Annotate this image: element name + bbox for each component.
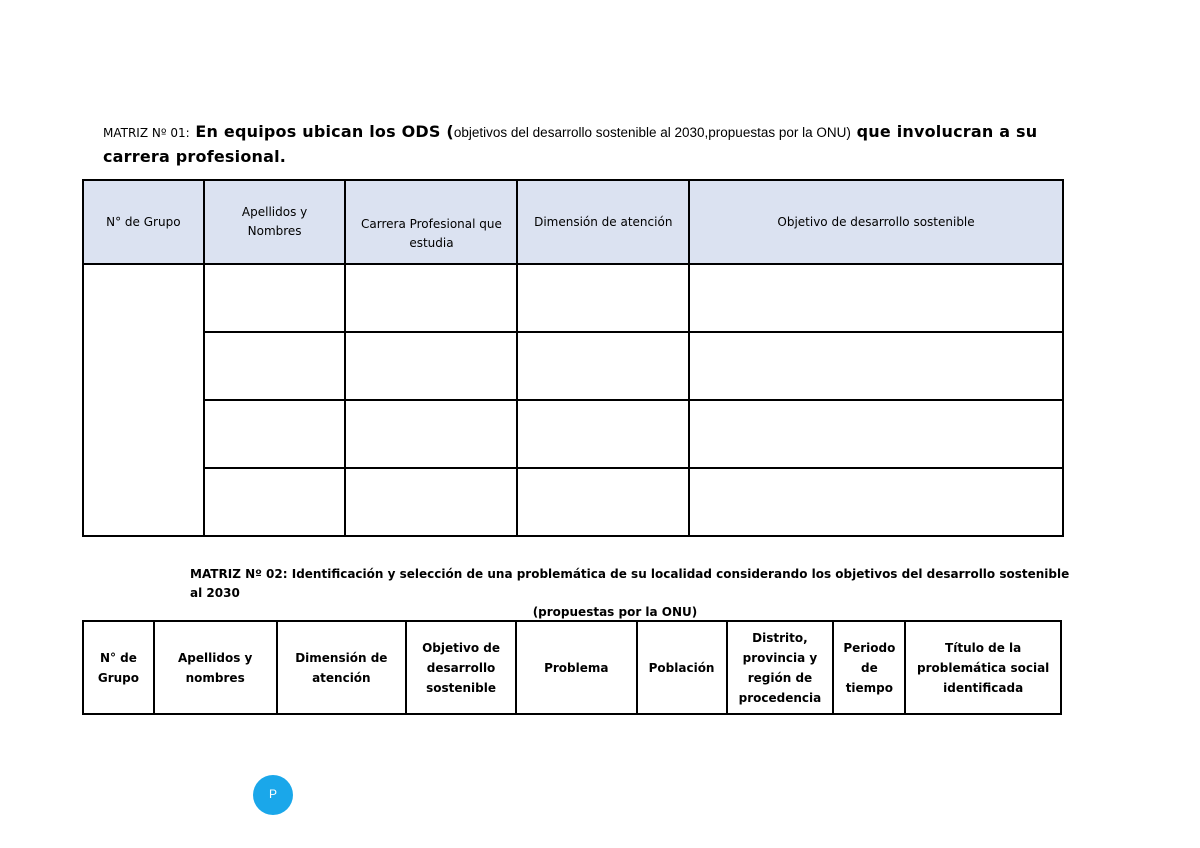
matriz-02-title-line1: MATRIZ Nº 02: Identificación y selección de una problemática de su localidad considerando los objetivos del desarrollo sostenible al 2030 <box>190 567 1070 600</box>
table-cell[interactable] <box>689 468 1063 536</box>
table-cell[interactable] <box>204 332 346 400</box>
matriz-01-label: MATRIZ Nº 01: <box>103 126 190 140</box>
matriz-02-title-line2: (propuestas por la ONU) <box>532 605 698 619</box>
header-dimension: Dimensión de atención <box>277 621 407 714</box>
table-cell[interactable] <box>204 264 346 332</box>
page-badge[interactable]: P <box>253 775 293 815</box>
header-objetivo: Objetivo de desarrollo sostenible <box>406 621 516 714</box>
header-poblacion: Población <box>637 621 727 714</box>
header-objetivo: Objetivo de desarrollo sostenible <box>689 180 1063 264</box>
table-cell[interactable] <box>345 468 517 536</box>
table-cell[interactable] <box>345 264 517 332</box>
table-cell[interactable] <box>517 468 689 536</box>
table-cell[interactable] <box>689 332 1063 400</box>
header-grupo: N° de Grupo <box>83 180 204 264</box>
grupo-cell[interactable] <box>83 264 204 536</box>
table-cell[interactable] <box>689 264 1063 332</box>
header-apellidos: Apellidos y nombres <box>154 621 277 714</box>
header-titulo: Título de la problemática social identificada <box>905 621 1061 714</box>
table-cell[interactable] <box>345 332 517 400</box>
table-row <box>83 468 1063 536</box>
table-cell[interactable] <box>204 400 346 468</box>
matriz-01-header-row <box>83 180 1063 264</box>
table-row <box>83 264 1063 332</box>
header-problema: Problema <box>516 621 637 714</box>
table-cell[interactable] <box>517 264 689 332</box>
matriz-01-title <box>103 120 1103 169</box>
matriz-02-title <box>190 565 1080 622</box>
table-cell[interactable] <box>517 400 689 468</box>
table-cell[interactable] <box>345 400 517 468</box>
table-cell[interactable] <box>689 400 1063 468</box>
header-dimension: Dimensión de atención <box>517 180 689 264</box>
matriz-01-table <box>82 179 1064 537</box>
header-distrito: Distrito, provincia y región de procedencia <box>727 621 834 714</box>
matriz-02-header-row <box>83 621 1061 714</box>
matriz-01-bold-a: En equipos ubican los ODS ( <box>195 122 454 141</box>
table-cell[interactable] <box>204 468 346 536</box>
matriz-02-table <box>82 620 1062 715</box>
matriz-01-normal: objetivos del desarrollo sostenible al 2030,propuestas por la ONU) <box>453 125 851 140</box>
header-apellidos: Apellidos y Nombres <box>204 180 346 264</box>
table-cell[interactable] <box>517 332 689 400</box>
table-row <box>83 400 1063 468</box>
header-grupo: N° de Grupo <box>83 621 154 714</box>
table-row <box>83 332 1063 400</box>
header-carrera: Carrera Profesional que estudia <box>345 180 517 264</box>
header-periodo: Periodo de tiempo <box>833 621 905 714</box>
matriz-01-bold-b: que involucran a su carrera profesional. <box>103 122 1038 166</box>
